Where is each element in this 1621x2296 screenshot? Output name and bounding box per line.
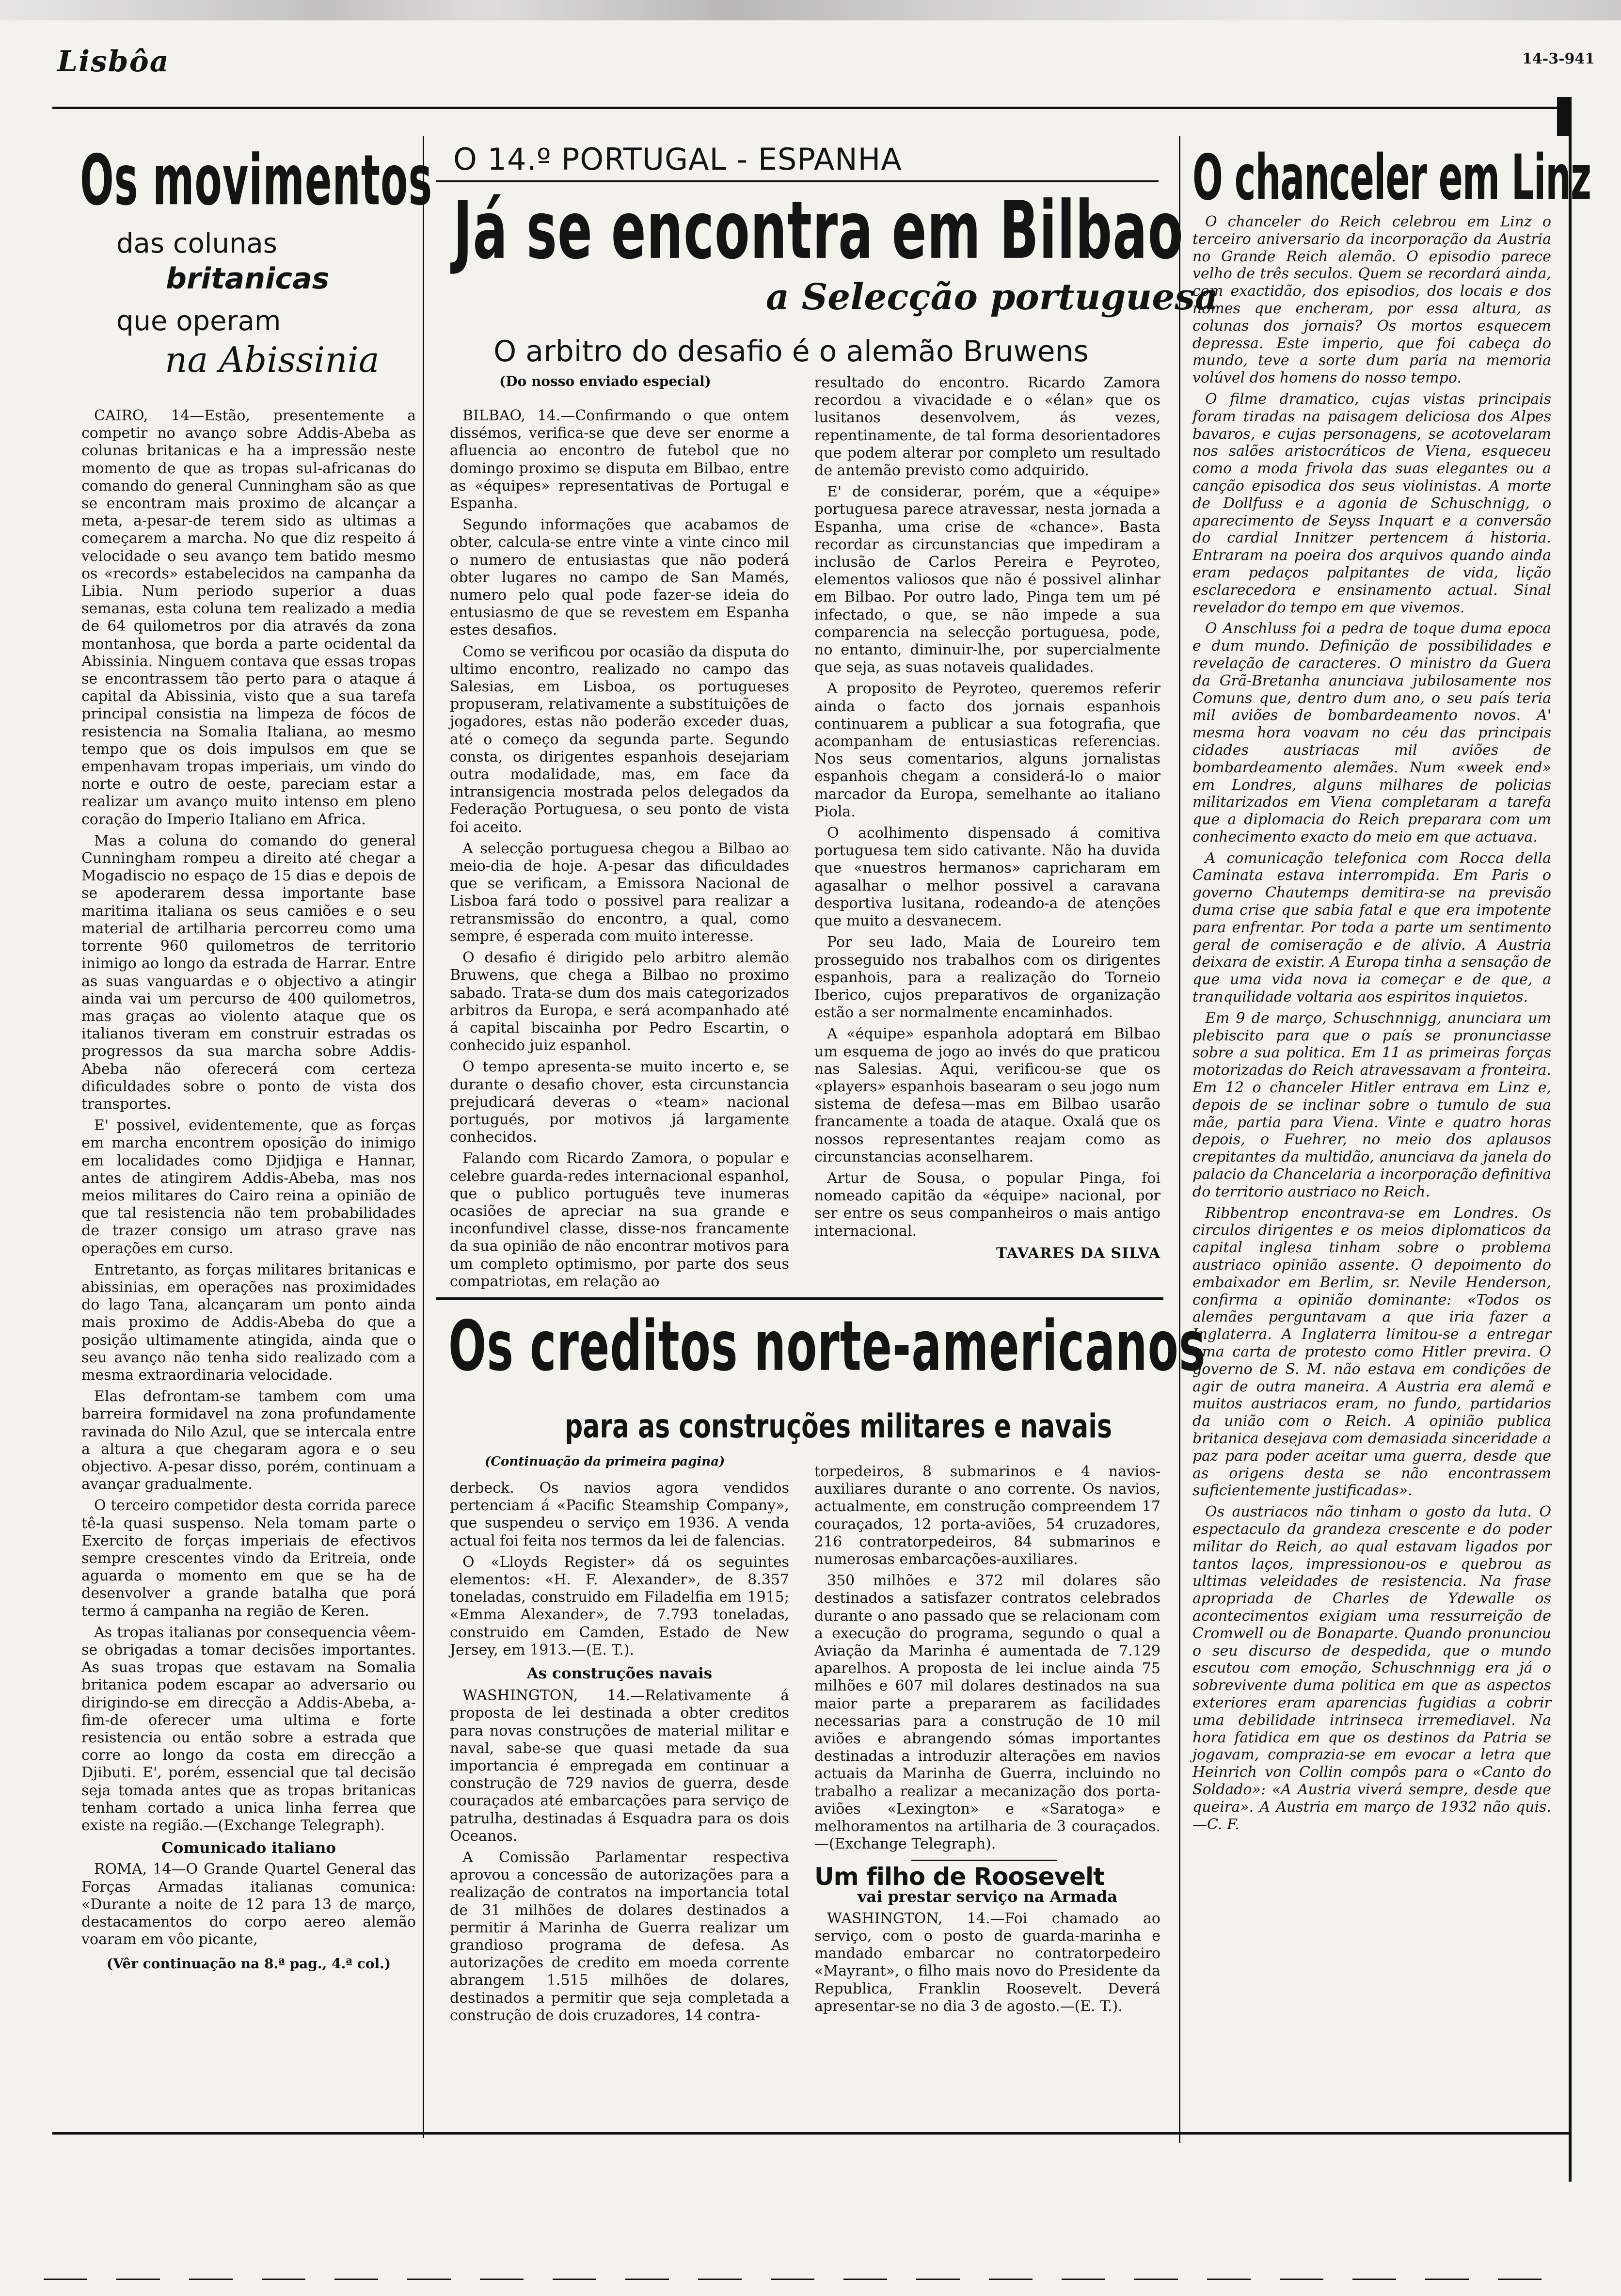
center-colA: [450, 407, 789, 1294]
right-border-line: [1569, 136, 1572, 2182]
right-border-block: [1557, 97, 1572, 136]
bottom-tick: [698, 2279, 742, 2280]
bottom-tick: [625, 2279, 669, 2280]
center-signature: TAVARES DA SILVA: [996, 1244, 1160, 1262]
masthead-date: 14-3-941: [1522, 50, 1595, 67]
credits-paragraph: 350 milhões e 372 mil dolares são destinados a satisfazer contratos celebrados durante o ano passado que se relacionam com a execução do programa, segundo o qual a Aviação da Marinha é aumentada de 7.129 aparelhos. A proposta de lei inclue ainda 75 milhões e 607 mil dolares destinados na sua maior parte a prepararem as facilidades necessarias para a construção de 10 mil aviões e abrangendo sómas importantes destinadas a introduzir alterações em navios actuais da Marinha de Guerra, incluindo no trabalho a realizar a mecanização dos porta-aviões «Lexington» e «Saratoga» e melhoramentos na artilharia de 3 couraçados.—(Exchange Telegraph).: [814, 1572, 1160, 1853]
left-paragraph: As tropas italianas por consequencia vêem-se obrigadas a tomar decisões importantes. As suas tropas que estavam na Somalia britanica podem escapar ao adversario ou dirigindo-se em direcção a Addis-Abeba, a-fim-de oferecer uma ultima e forte resistencia ou então sobre a estrada que corre ao longo da costa em direcção a Djibuti. E', porém, essencial que tal decisão seja tomada antes que as tropas britanicas tenham cortado a unica linha ferrea que existe na região.—(Exchange Telegraph).: [81, 1624, 416, 1834]
left-body: [81, 407, 416, 1973]
center-colB: [814, 374, 1160, 1262]
center-subhead: a Selecção portuguesa: [766, 276, 1218, 318]
bottom-tick: [1498, 2279, 1542, 2280]
credits-paragraph: O «Lloyds Register» dá os seguintes elementos: «H. F. Alexander», de 8.357 toneladas, construido em Filadelfia em 1915; «Emma Alexander», de 7.793 toneladas, construido em Camden, Estado de New Jersey, em 1913.—(E. T.).: [450, 1553, 789, 1658]
left-subhead-2: britanicas: [166, 262, 330, 296]
right-paragraph: O chanceler do Reich celebrou em Linz o terceiro aniversario da incorporação da Austria no Grande Reich alemão. O episodio parece velho de três seculos. Quem se recordará ainda, com exactidão, dos episodios, dos locais e dos nomes que encheram, por essa altura, as colunas dos jornais? Os mortos esquecem depressa. Este imperio, que foi cabeça do mundo, teve a sorte dum paria na memoria volúvel dos homens do nosso tempo.: [1192, 213, 1551, 387]
bottom-tick: [407, 2279, 451, 2280]
bottom-tick: [843, 2279, 887, 2280]
roosevelt-separator: [911, 1860, 1057, 1861]
masthead-rule: [52, 107, 1561, 109]
column-rule-3: [423, 1323, 424, 2138]
column-rule-2: [1179, 136, 1180, 2143]
bottom-tick: [553, 2279, 596, 2280]
center-headline: Já se encontra em Bilbao: [453, 184, 1184, 277]
bottom-tick: [1134, 2279, 1178, 2280]
center-paragraph: BILBAO, 14.—Confirmando o que ontem dissémos, verifica-se que deve ser enorme a afluencia ao encontro de futebol que no domingo proximo se disputa em Bilbao, entre as «équipes» representativas de Portugal e Espanha.: [450, 407, 789, 512]
top-noise-strip: [0, 0, 1621, 20]
center-kicker: O 14.º PORTUGAL - ESPANHA: [453, 142, 902, 177]
left-subhead-1: das colunas: [116, 228, 277, 259]
credits-subhead: para as construções militares e navais: [565, 1408, 1112, 1446]
credits-paragraph: derbeck. Os navios agora vendidos pertenciam á «Pacific Steamship Company», que suspendeu o serviço em 1936. A venda actual foi feita nos termos da lei de falencias.: [450, 1480, 789, 1549]
center-paragraph: O acolhimento dispensado á comitiva portuguesa tem sido cativante. Não ha duvida que «nuestros hermanos» capricharam em agasalhar o melhor possivel a caravana desportiva lusitana, rodeando-a de atenções que muito a desvanecem.: [814, 825, 1160, 930]
center-paragraph: resultado do encontro. Ricardo Zamora recordou a vivacidade e o «élan» que os lusitanos desenvolvem, ás vezes, repentinamente, de tal forma desorientadores que podem alterar por completo um resultado de antemão previsto como adquirido.: [814, 374, 1160, 479]
center-paragraph: Segundo informações que acabamos de obter, calcula-se entre vinte a vinte cinco mil o numero de entusiastas que não poderá obter lugares no campo de San Mamés, numero pelo qual pode fazer-se ideia do entusiasmo de que se revestem em Espanha estes desafios.: [450, 516, 789, 639]
credits-colB: [814, 1463, 1160, 2019]
right-paragraph: A comunicação telefonica com Rocca della Caminata estava interrompida. Em Paris o governo Chautemps demitira-se na previsão duma crise que sabia fatal e que era impotente para enfrentar. Por toda a parte um sentimento geral de comiseração e de alivio. A Austria deixara de existir. A Europa tinha a sensação de que uma vida nova ia começar e de que, a tranquilidade voltaria aos espiritos inquietos.: [1192, 849, 1551, 1006]
left-continuation-note: (Vêr continuação na 8.ª pag., 4.ª col.): [106, 1956, 391, 1972]
bottom-tick: [44, 2279, 87, 2280]
left-paragraph: Mas a coluna do comando do general Cunningham rompeu a direito até chegar a Mogadiscio no espaço de 15 dias e depois de se apoderarem dessa importante base maritima italiana os seus camiões e o seu material de artilharia percorreu como uma torrente 960 quilometros de territorio inimigo ao longo da estrada de Harrar. Entre as suas vanguardas e o objectivo a atingir ainda vai um percurso de 400 quilometros, mas graças ao violento ataque que os italianos tiveram em construir estradas os progressos da sua marcha sobre Addis-Abeba não oferecerá com certeza dificuldades sobre o ponto de vista dos transportes.: [81, 832, 416, 1113]
left-subhead-4: na Abissinia: [165, 339, 380, 380]
center-paragraph: O desafio é dirigido pelo arbitro alemão Bruwens, que chega a Bilbao no proximo sabado. Trata-se dum dos mais categorizados arbitros da Europa, e será acompanhado até á capital biscainha por Pedro Escartin, o conhecido juiz espanhol.: [450, 949, 789, 1054]
right-paragraph: O Anschluss foi a pedra de toque duma epoca e dum mundo. Definição de possibilidades e revelação de caracteres. O ministro da Guera da Grã-Bretanha anunciava jubilosamente nos Comuns que, dentro dum ano, o seu país teria mil aviões de bombardeamento novos. A' mesma hora voavam no céu das principais cidades austriacas mil aviões de bombardeamento alemães. Num «week end» em Londres, alguns milhares de policias militarizados em Viena completaram a tarefa que a diplomacia do Reich preparara com um conhecimento exacto do meio em que actuava.: [1192, 620, 1551, 845]
credits-paragraph: torpedeiros, 8 submarinos e 4 navios-auxiliares durante o ano corrente. Os navios, actualmente, em construção compreendem 17 couraçados, 12 porta-aviões, 54 cruzadores, 216 contratorpedeiros, 84 submarinos e numerosas embarcações-auxiliares.: [814, 1463, 1160, 1568]
credits-section-title: As construções navais: [526, 1665, 713, 1683]
bottom-tick: [480, 2279, 524, 2280]
column-rule-1: [423, 136, 424, 1333]
masthead-paper: Lisbôa: [57, 45, 170, 79]
center-deck: O arbitro do desafio é o alemão Bruwens: [493, 335, 1089, 368]
center-paragraph: Falando com Ricardo Zamora, o popular e celebre guarda-redes internacional espanhol, que o publico português teve inumeras ocasiões de apreciar na sua grande e inconfundivel classe, disse-nos francamente da sua opinião de não encontrar motivos para um completo optimismo, por parte dos seus compatriotas, em relação ao: [450, 1150, 789, 1290]
left-paragraph: ROMA, 14—O Grande Quartel General das Forças Armadas italianas comunica: «Durante a noite de 12 para 13 de março, destacamentos do corpo aereo alemão voaram em vôo picante,: [81, 1861, 416, 1948]
center-paragraph: Artur de Sousa, o popular Pinga, foi nomeado capitão da «équipe» nacional, por ser entre os seus companheiros o mais antigo internacional.: [814, 1169, 1160, 1240]
credits-note: (Continuação da primeira pagina): [485, 1454, 725, 1469]
right-paragraph: Os austriacos não tinham o gosto da luta. O espectaculo da grandeza crescente e do poder militar do Reich, ao qual estavam ligados por tantos laços, impressionou-os e quebrou as ultimas veleidades de resistencia. Na frase apropriada de Charles de Ydewalle os acontecimentos exigiam uma ressurreição de Cromwell ou de Bonaparte. Quando pronunciou o seu discurso de despedida, que o mundo escutou com emoção, Schuschnnigg era já o sobrevivente duma politica em que as aspectos exteriores eram aparencias fugidias a cobrir uma debilidade intrinseca irremediavel. Na hora fatidica em que os destinos da Patria se jogavam, comprazia-se em evocar a letra que Heinrich von Collin compôs para o «Canto do Soldado»: «A Austria viverá sempre, desde que queira». A Austria em março de 1932 não quis.—C. F.: [1192, 1503, 1551, 1833]
right-paragraph: Em 9 de março, Schuschnnigg, anunciara um plebiscito para que o país se pronunciasse sobre a sua politica. Em 11 as primeiras forças motorizadas do Reich atravessavam a fronteira. Em 12 o chanceler Hitler entrava em Linz e, depois de se inclinar sobre o tumulo de sua mãe, partia para Viena. Vinte e quatro horas depois, o Fuehrer, no meio dos aplausos crepitantes da multidão, anunciava da janela do palacio da Chancelaria a incorporação definitiva do territorio austriaco no Reich.: [1192, 1009, 1551, 1200]
bottom-tick: [1352, 2279, 1396, 2280]
right-paragraph: Ribbentrop encontrava-se em Londres. Os circulos dirigentes e os meios diplomaticos da capital inglesa tinham sobre o problema austriaco opinião assente. O depoimento do embaixador em Berlim, sr. Nevile Henderson, confirma a opinião dominante: «Todos os alemães perguntavam a que iria fazer a Inglaterra. A Inglaterra limitou-se a entregar uma carta de protesto como Hitler previra. O governo de S. M. não estava em condições de agir de outra maneira. A Austria era alemã e muitos austriacos eram, no fundo, partidarios da união com o Reich. A opinião publica britanica desejava com demasiada sinceridade a paz para poder aceitar uma guerra, desde que as origens desta se não encontrassem suficientemente justificadas».: [1192, 1204, 1551, 1499]
bottom-tick: [1280, 2279, 1323, 2280]
bottom-rule: [52, 2132, 1572, 2135]
bottom-tick: [1207, 2279, 1251, 2280]
left-paragraph: CAIRO, 14—Estão, presentemente a competir no avanço sobre Addis-Abeba as colunas britanicas e ha a impressão neste momento de que as tropas sul-africanas do comando do general Cunningham são as que se encontram mais proximo de alcançar a meta, a-pesar-de terem sido as ultimas a começarem a marcha. No que diz respeito á velocidade o seu avanço tem batido mesmo os «records» estabelecidos na campanha da Libia. Num periodo superior a duas semanas, esta coluna tem realizado a media de 64 quilometros por dia através da zona montanhosa, que borda a parte ocidental da Abissinia. Ninguem contava que essas tropas se encontrassem tão perto para o ataque á capital da Abissinia, visto que a sua tarefa principal consistia na limpeza de fócos de resistencia na Somalia Italiana, ao mesmo tempo que os dois impulsos em que se empenhavam tropas imperiais, um vindo do norte e outro de oeste, pareciam estar a realizar um avanço muito intenso em pleno coração do Imperio Italiano em Africa.: [81, 407, 416, 828]
roosevelt-headline: Um filho de Roosevelt: [814, 1863, 1105, 1891]
bottom-tick: [262, 2279, 305, 2280]
bottom-tick: [334, 2279, 378, 2280]
left-headline: Os movimentos: [80, 141, 433, 222]
center-paragraph: A selecção portuguesa chegou a Bilbao ao meio-dia de hoje. A-pesar das dificuldades que se verificam, a Emissora Nacional de Lisboa fará todo o possivel para realizar a retransmissão do encontro, a qual, como sempre, é esperada com muito interesse.: [450, 840, 789, 945]
right-paragraph: O filme dramatico, cujas vistas principais foram tiradas na paisagem deliciosa dos Alpes bavaros, e cujas personagens, se acotovelaram nos salões aristocráticos de Viena, esqueceu como a moda frivola das suas elegantes ou a canção episodica dos seus violinistas. A morte de Dollfuss e a agonia de Schuschnigg, o aparecimento de Seyss Inquart e a conversão do cardial Innitzer pertencem á historia. Entraram na poeira dos arquivos quando ainda eram pedaços palpitantes de vida, lição esclarecedora e ensinamento actual. Sinal revelador do tempo em que vivemos.: [1192, 390, 1551, 616]
bottom-tick: [189, 2279, 233, 2280]
left-paragraph: E' possivel, evidentemente, que as forças em marcha encontrem oposição do inimigo em localidades como Djidjiga e Hannar, antes de atingirem Addis-Abeba, mas nos meios militares do Cairo reina a opinião de que tal resistencia não tem probabilidades de trazer consigo um atraso grave nas operações em curso.: [81, 1117, 416, 1257]
center-paragraph: A proposito de Peyroteo, queremos referir ainda o facto dos jornais espanhois continuarem a publicar a sua fotografia, que acompanham de entusiasticas referencias. Nos seus comentarios, alguns jornalistas espanhois chegam a considerá-lo o maior marcador da Europa, semelhante ao italiano Piola.: [814, 680, 1160, 820]
left-section-title: Comunicado italiano: [161, 1839, 336, 1857]
right-body: [1192, 213, 1551, 1837]
left-subhead-3: que operam: [116, 305, 281, 337]
center-kicker-rule: [436, 180, 1159, 182]
center-paragraph: A «équipe» espanhola adoptará em Bilbao um esquema de jogo ao invés do que praticou nas Salesias. Aqui, verificou-se que os «players» espanhois basearam o seu jogo num sistema de defesa—mas em Bilbao usarão francamente a toada de ataque. Oxalá que os nossos representantes reajam como as circunstancias aconselharem.: [814, 1025, 1160, 1165]
bottom-tick: [116, 2279, 160, 2280]
center-byline: (Do nosso enviado especial): [499, 373, 711, 389]
bottom-tick: [989, 2279, 1033, 2280]
left-paragraph: Elas defrontam-se tambem com uma barreira formidavel na zona profundamente ravinada do Nilo Azul, que se intercala entre a altura a que chegaram agora e o seu objectivo. A-pesar disso, porém, continuam a avançar gradualmente.: [81, 1388, 416, 1493]
credits-headline: Os creditos norte-americanos: [448, 1306, 1206, 1387]
left-paragraph: Entretanto, as forças militares britanicas e abissinias, em operações nas proximidades do lago Tana, alcançaram um ponto ainda mais proximo de Addis-Abeba do que a posição ultimamente atingida, ainda que o seu avanço não tenha sido realizado com a mesma extraordinaria velocidade.: [81, 1261, 416, 1384]
bottom-tick: [1425, 2279, 1469, 2280]
left-paragraph: O terceiro competidor desta corrida parece tê-la quasi suspenso. Nela tomam parte o Exercito de forças imperiais de efectivos sempre crescentes vindo da Eritreia, onde aguarda o momento em que se ha de desenvolver a grande batalha que porá termo á campanha na região de Keren.: [81, 1497, 416, 1620]
credits-top-rule: [436, 1297, 1163, 1300]
credits-paragraph: WASHINGTON, 14.—Relativamente á proposta de lei destinada a obter creditos para novas construções de material militar e naval, sabe-se que quasi metade da sua importancia é empregada em continuar a construção de 729 navios de guerra, desde couraçados até embarcações para serviço de patrulha, destinadas á Esquadra para os dois Oceanos.: [450, 1687, 789, 1845]
credits-paragraph: A Comissão Parlamentar respectiva aprovou a concessão de autorizações para a realização de contratos na importancia total de 31 milhões de dolares destinados a permitir á Marinha de Guerra realizar um grandioso programa de defesa. As autorizações de credito em moeda corrente abrangem 1.515 milhões de dolares, destinados a permitir que seja completada a construção de dois cruzadores, 14 contra-: [450, 1849, 789, 2024]
roosevelt-paragraph: WASHINGTON, 14.—Foi chamado ao serviço, com o posto de guarda-marinha e mandado embarcar no contratorpedeiro «Mayrant», o filho mais novo do Presidente da Republica, Franklin Roosevelt. Deverá apresentar-se no dia 3 de agosto.—(E. T.).: [814, 1910, 1160, 2015]
bottom-tick: [916, 2279, 960, 2280]
bottom-tick: [1062, 2279, 1105, 2280]
bottom-tick: [771, 2279, 814, 2280]
center-paragraph: O tempo apresenta-se muito incerto e, se durante o desafio chover, esta circunstancia prejudicará deveras o «team» nacional portugués, por motivos já largamente conhecidos.: [450, 1058, 789, 1146]
center-paragraph: Por seu lado, Maia de Loureiro tem prosseguido nos trabalhos com os dirigentes espanhois, para a realização do Torneio Iberico, cujos preparativos de organização estão a ser normalmente encaminhados.: [814, 934, 1160, 1021]
center-paragraph: E' de considerar, porém, que a «équipe» portuguesa parece atravessar, nesta jornada a Espanha, uma crise de «chance». Basta recordar as circunstancias que impediram a inclusão de Carlos Pereira e Peyroteo, elementos valiosos que não é possivel alinhar em Bilbao. Por outro lado, Pinga tem um pé infectado, o que, se não impede a sua comparencia na selecção portuguesa, pode, no entanto, diminuir-lhe, por supercialmente que seja, as suas notaveis qualidades.: [814, 483, 1160, 676]
right-headline: O chanceler em Linz: [1192, 142, 1591, 215]
roosevelt-subhead: vai prestar serviço na Armada: [857, 1887, 1118, 1906]
credits-colA: [450, 1480, 789, 2028]
center-paragraph: Como se verificou por ocasião da disputa do ultimo encontro, realizado no campo das Salesias, em Lisboa, os portugueses propuseram, relativamente a substituições de jogadores, estas não poderão exceder duas, até o começo da segunda parte. Segundo consta, os dirigentes espanhois desejariam outra modalidade, mas, em face da intransigencia mostrada pelos delegados da Federação Portuguesa, o seu ponto de vista foi aceito.: [450, 643, 789, 836]
